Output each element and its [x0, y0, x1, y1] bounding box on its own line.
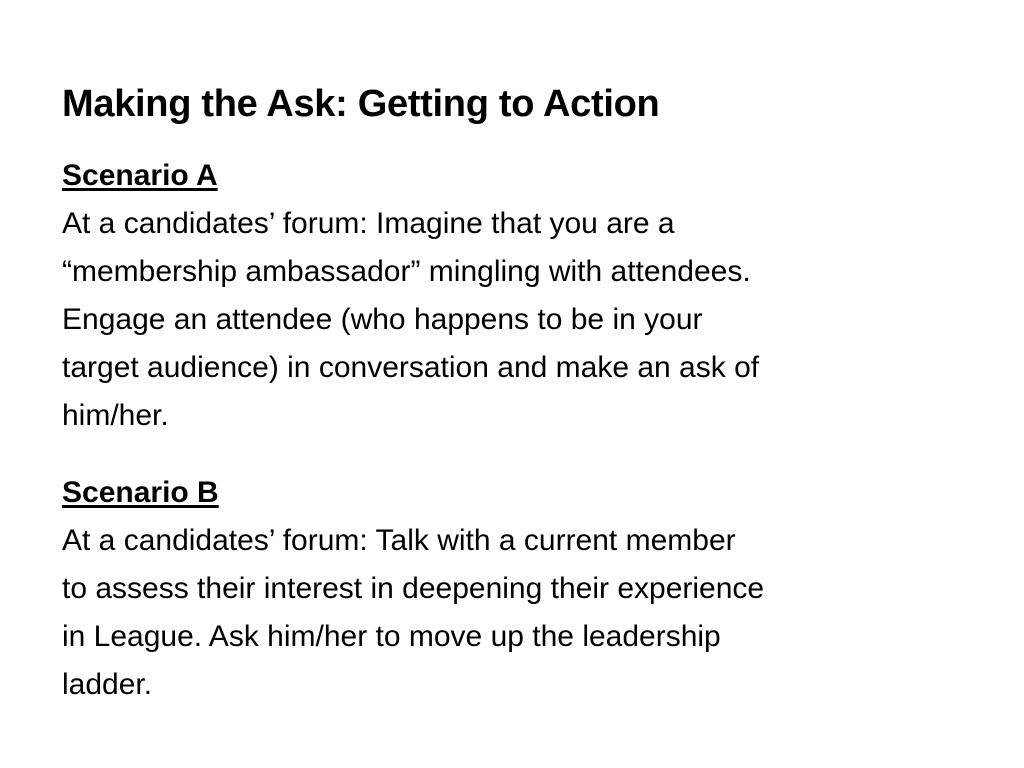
scenario-b-line-4: ladder.: [62, 668, 153, 701]
scenario-b: [62, 469, 942, 709]
scenario-a: [62, 152, 942, 440]
scenario-b-line-1: At a candidates’ forum: Talk with a current member: [62, 524, 736, 557]
scenario-a-line-1: At a candidates’ forum: Imagine that you are a: [62, 207, 675, 240]
slide-body: [62, 152, 942, 709]
scenario-b-line-3: in League. Ask him/her to move up the leadership: [62, 620, 721, 653]
scenario-a-line-5: him/her.: [62, 399, 169, 432]
slide-title: Making the Ask: Getting to Action: [62, 83, 660, 125]
scenario-b-line-2: to assess their interest in deepening their experience: [62, 572, 765, 605]
scenario-a-heading: Scenario A: [62, 159, 218, 192]
scenario-a-line-3: Engage an attendee (who happens to be in your: [62, 303, 703, 336]
scenario-b-heading: Scenario B: [62, 476, 219, 509]
scenario-a-line-2: “membership ambassador” mingling with attendees.: [62, 255, 751, 288]
scenario-a-line-4: target audience) in conversation and make an ask of: [62, 351, 760, 384]
